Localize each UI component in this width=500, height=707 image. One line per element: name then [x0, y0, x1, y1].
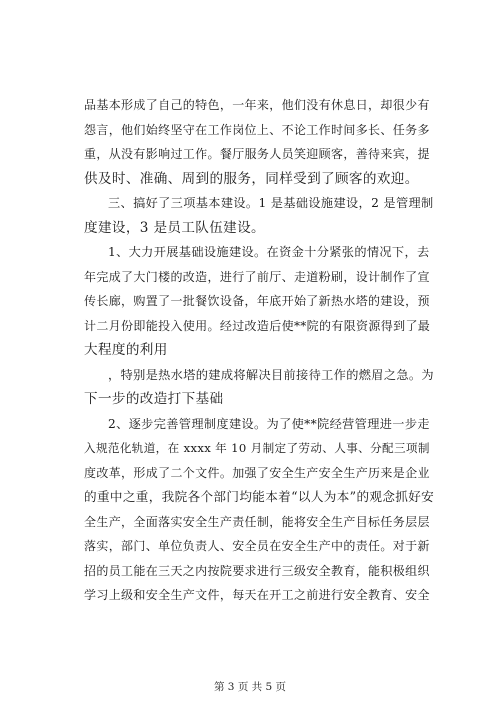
text-line: 学习上级和安全生产文件，每天在开工之前进行安全教育、安全 [84, 588, 430, 602]
text-line: 品基本形成了自己的特色，一年来，他们没有休息日，却很少有 [84, 98, 430, 112]
text-line: 度改革，形成了二个文件。加强了安全生产安全生产历来是企业 [84, 465, 430, 480]
text-line: 年完成了大门楼的改造，进行了前厅、走道粉刷，设计制作了宣 [84, 269, 430, 284]
text-line: 重，从没有影响过工作。餐厅服务人员笑迎顾客，善待来宾，提 [84, 147, 430, 161]
text-line: 度建设，3 是员工队伍建设。 [84, 219, 265, 236]
text-line: 落实，部门、单位负责人、安全员在安全生产中的责任。对于新 [84, 539, 430, 553]
text-line: 下一步的改造打下基础 [84, 391, 224, 407]
text-line: 全生产，全面落实安全生产责任制，能将安全生产目标任务层层 [84, 514, 430, 529]
text-line: 传长廊，购置了一批餐饮设备，年底开始了新热水塔的建设，预 [84, 294, 430, 308]
text-line: 大程度的利用 [84, 342, 168, 358]
text-line: 怨言，他们始终坚守在工作岗位上、不论工作时间多长、任务多 [84, 122, 430, 137]
text-line: 供及时、准确、周到的服务，同样受到了顾客的欢迎。 [84, 170, 419, 187]
text-line: 入规范化轨道，在 xxxx 年 10 月制定了劳动、人事、分配三项制 [84, 441, 430, 455]
page-number-footer: 第 3 页 共 5 页 [213, 681, 287, 693]
text-line: 计二月份即能投入使用。经过改造后使**院的有限资源得到了最 [84, 318, 431, 333]
paragraph-start-line: ，特别是热水塔的建成将解决目前接待工作的燃眉之急。为 [108, 367, 434, 382]
text-line: 招的员工能在三天之内按院要求进行三级安全教育，能积极组织 [84, 563, 430, 578]
paragraph-start-line: 1、大力开展基础设施建设。在资金十分紧张的情况下，去 [108, 245, 430, 259]
document-body [84, 93, 434, 608]
text-line: 的重中之重，我院各个部门均能本着“以人为本”的观念抓好安 [84, 489, 435, 504]
paragraph-start-line: 2、逐步完善管理制度建设。为了使**院经营管理进一步走 [108, 416, 430, 431]
section-heading-line: 三、搞好了三项基本建设。1 是基础设施建设，2 是管理制 [108, 196, 434, 210]
